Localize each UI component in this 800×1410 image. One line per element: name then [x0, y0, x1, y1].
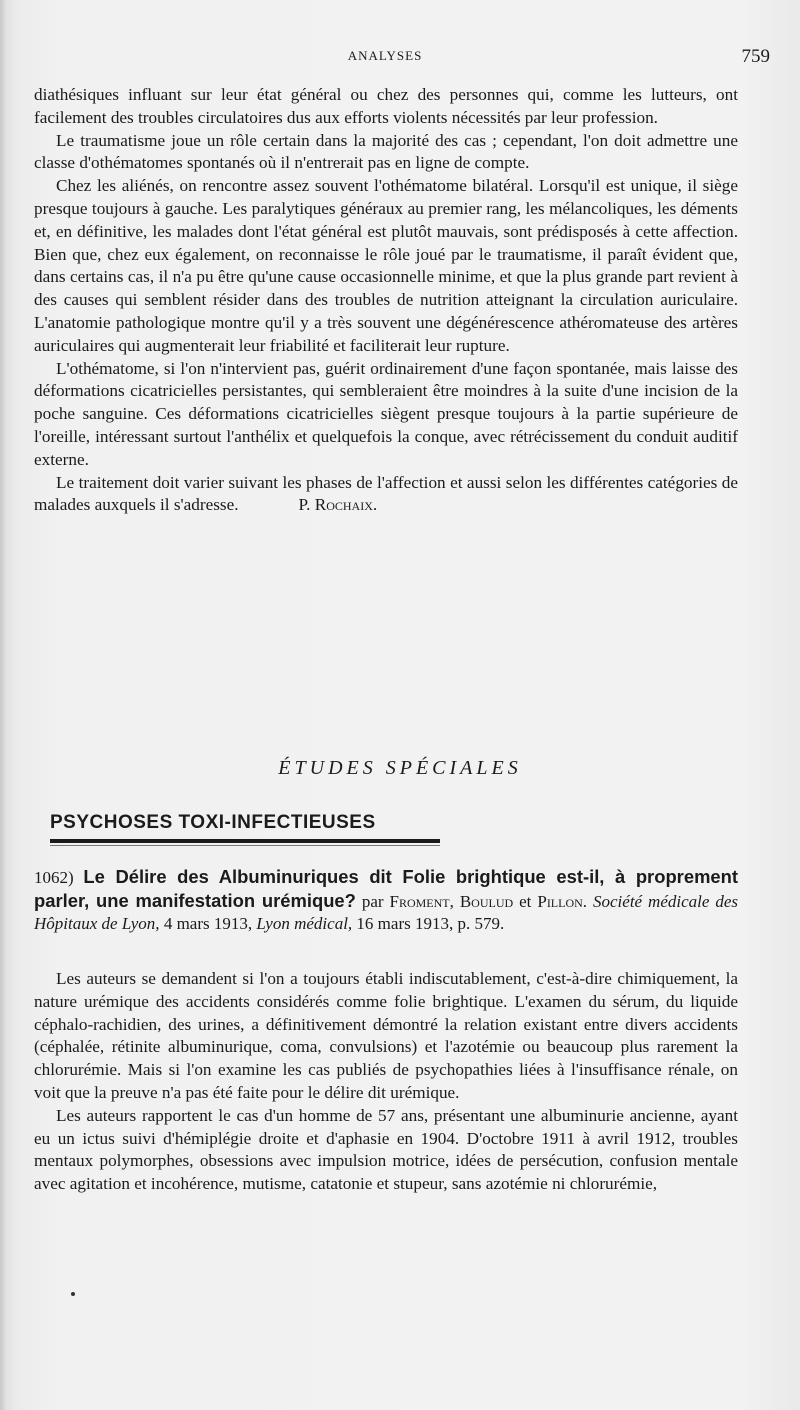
- paragraph: Les auteurs rapportent le cas d'un homme de 57 ans, présentant une albuminurie ancienne, ayant eu un ictus suivi d'hémiplégie droite et d'aphasie en 1904. D'octobre 1911 à avril 1912, troubles mentaux polymorphes, obsessions avec impulsion motrice, idées de persécution, confusion mentale avec agitation et incohérence, mutisme, catatonie et stupeur, sans azotémie ni chlorurémie,: [34, 1105, 738, 1194]
- and-word: et: [519, 891, 532, 911]
- running-head: [0, 48, 800, 68]
- date-1: 4 mars 1913,: [163, 914, 253, 933]
- author-signature: P. Rochaix.: [298, 495, 378, 515]
- section-b-body: [34, 968, 738, 1196]
- running-title: ANALYSES: [347, 48, 423, 63]
- binding-shadow: [0, 0, 6, 1410]
- paragraph: diathésiques influant sur leur état général ou chez des personnes qui, comme les lutteurs, ont facilement des troubles circulatoires dus aux efforts violents nécessités par leur profession.: [34, 85, 738, 127]
- rubric-rule: [50, 839, 440, 843]
- paragraph: Les auteurs se demandent si l'on a toujours établi indiscutablement, c'est-à-dire chimiquement, la nature urémique des accidents considérés comme folie brightique. L'examen du sérum, du liquide céphalo-rachidien, des urines, a définitivement démontré la relation existant entre divers accidents (céphalée, rétinite albuminurique, coma, convulsions) et l'azotémie ou beaucoup plus rarement la chlorurémie. Mais si l'on examine les cas publiés de psychopathies liées à l'insuffisance rénale, on voit que la preuve n'a pas été faite pour le délire dit urémique.: [34, 969, 738, 1102]
- rubric-title: PSYCHOSES TOXI-INFECTIEUSES: [50, 812, 376, 833]
- date-2: 16 mars 1913, p. 579.: [356, 914, 505, 933]
- rubric-rule-thin: [50, 845, 440, 846]
- section-a-body: [34, 84, 738, 517]
- by-word: par: [361, 891, 384, 911]
- abstract-number: 1062): [34, 868, 74, 887]
- journal: Lyon médical,: [256, 914, 353, 933]
- print-speck: [71, 1292, 75, 1296]
- abstract-header: [34, 866, 738, 936]
- paragraph: L'othématome, si l'on n'intervient pas, guérit ordinairement d'une façon spontanée, mais laisse des déformations cicatricielles persistantes, qui sembleraient être moindres à la suite d'une incision de la poche sanguine. Ces déformations cicatricielles siègent presque toujours à la partie supérieure de l'oreille, intéressant surtout l'anthélix et quelquefois la conque, avec rétrécissement du conduit auditif externe.: [34, 358, 738, 469]
- authors: Froment, Boulud: [389, 891, 514, 911]
- article-title: Le Délire des Albuminuriques dit Folie brightique est-il, à proprement parler, une manifestation urémique?: [34, 866, 739, 911]
- paragraph-text: Le traitement doit varier suivant les phases de l'affection et aussi selon les différentes catégories de malades auxquels il s'adresse.: [34, 472, 738, 515]
- paragraph: Le traumatisme joue un rôle certain dans la majorité des cas ; cependant, l'on doit admettre une classe d'othématomes spontanés où il n'entrerait pas en ligne de compte.: [34, 130, 738, 173]
- paragraph-last: [34, 472, 738, 518]
- author-2: Pillon.: [537, 891, 588, 911]
- section-heading: ÉTUDES SPÉCIALES: [278, 757, 522, 779]
- source: Société médicale des Hôpitaux de Lyon,: [34, 891, 739, 933]
- page-number: 759: [741, 46, 770, 67]
- paragraph: Chez les aliénés, on rencontre assez souvent l'othématome bilatéral. Lorsqu'il est unique, il siège presque toujours à gauche. Les paralytiques généraux au premier rang, les mélancoliques, les déments et, en définitive, les malades dont l'état général est plutôt mauvais, sont prédisposés à cette affection. Bien que, chez eux également, on reconnaisse le rôle joué par le traumatisme, il paraît évident que, dans certains cas, il n'a pu être qu'une cause occasionnelle minime, et que la plus grande part revient à des causes qui semblent résider dans des troubles de nutrition atteignant la circulation auriculaire. L'anatomie pathologique montre qu'il y a très souvent une dégénérescence athéromateuse des artères auriculaires qui augmenterait leur friabilité et faciliterait leur rupture.: [34, 176, 738, 355]
